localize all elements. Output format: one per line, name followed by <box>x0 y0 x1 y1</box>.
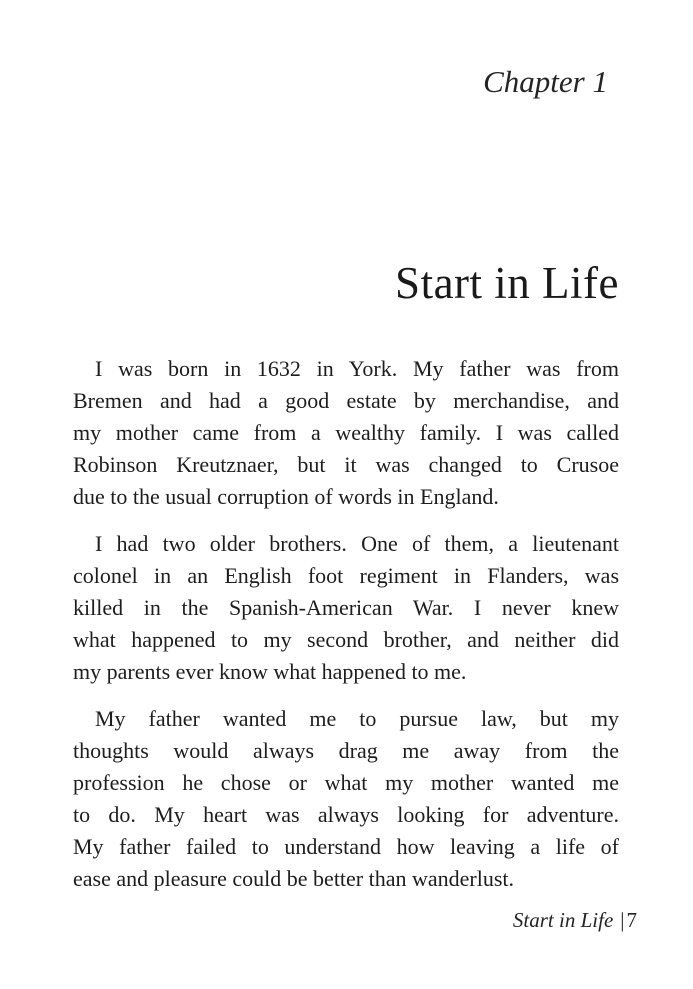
page-title: Start in Life <box>395 258 619 308</box>
page-footer <box>513 905 637 935</box>
paragraph <box>73 528 619 688</box>
text-line: Robinson Kreutznaer, but it was changed to Crusoe <box>73 452 619 477</box>
text-line: I was born in 1632 in York. My father was from <box>95 356 619 381</box>
footer-running-title: Start in Life <box>512 908 614 932</box>
footer-page-number: 7 <box>626 908 637 932</box>
text-line: My father wanted me to pursue law, but my <box>95 706 619 731</box>
text-line: I had two older brothers. One of them, a lieutenant <box>95 531 619 556</box>
chapter-label: Chapter 1 <box>483 64 608 99</box>
text-line: what happened to my second brother, and neither did <box>73 627 619 652</box>
text-line: thoughts would always drag me away from the <box>73 738 619 763</box>
paragraph <box>73 353 619 513</box>
text-line: my mother came from a wealthy family. I was called <box>73 420 619 445</box>
body-text <box>73 353 619 910</box>
paragraph <box>73 703 619 895</box>
text-line: colonel in an English foot regiment in Flanders, was <box>73 563 619 588</box>
text-line: killed in the Spanish-American War. I never knew <box>73 595 619 620</box>
text-line: to do. My heart was always looking for adventure. <box>73 802 619 827</box>
text-line: profession he chose or what my mother wanted me <box>73 770 619 795</box>
footer-separator: | <box>620 908 625 932</box>
text-line: ease and pleasure could be better than wanderlust. <box>73 866 515 891</box>
text-line: My father failed to understand how leaving a life of <box>73 834 619 859</box>
text-line: Bremen and had a good estate by merchandise, and <box>73 388 619 413</box>
text-line: my parents ever know what happened to me. <box>73 659 467 684</box>
text-line: due to the usual corruption of words in England. <box>73 484 499 509</box>
